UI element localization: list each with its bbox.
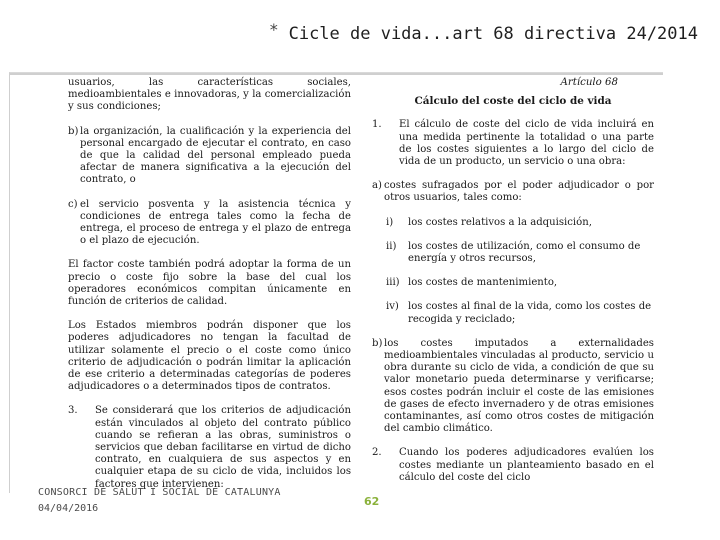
slide-title-text: Cicle de vida...art 68 directiva 24/2014 <box>288 24 698 44</box>
right-sub-iv <box>372 301 654 325</box>
title-bullet: * <box>268 20 279 39</box>
left-para-cost: El factor coste también podrá adoptar la forma de un precio o coste fijo sobre la base del cual los operadores económicos compitan únicamente en función de criterios de calidad. <box>68 259 351 308</box>
right-item-1-label: 1. <box>372 119 382 131</box>
right-sub-iv-text: los costes al final de la vida, como los costes de recogida y reciclado; <box>408 301 652 325</box>
right-sub-i-text: los costes relativos a la adquisición, <box>408 216 592 228</box>
right-sub-iii-text: los costes de mantenimiento, <box>408 277 558 289</box>
left-item-b <box>68 126 351 187</box>
footer-date: 04/04/2016 <box>38 503 99 514</box>
right-item-a-text: costes sufragados por el poder adjudicador o por otros usuarios, tales como: <box>384 180 654 204</box>
right-column <box>372 77 654 484</box>
left-item-c-text: el servicio posventa y la asistencia técnica y condiciones de entrega tales como la fecha de entrega, el proceso de entrega y el plazo de entrega o el plazo de ejecución. <box>80 198 351 247</box>
right-item-1 <box>372 119 654 168</box>
left-item-b-label: b) <box>68 125 79 137</box>
right-item-2 <box>372 447 654 484</box>
right-sub-i <box>372 217 654 229</box>
right-sub-ii-text: los costes de utilización, como el consumo de energía y otros recursos, <box>408 240 641 265</box>
slide-title <box>0 20 720 44</box>
right-sub-ii-label: ii) <box>386 240 397 252</box>
right-item-1-text: El cálculo de coste del ciclo de vida incluirá en una medida pertinente la totalidad o una parte de los costes siguientes a lo largo del ciclo de vida de un producto, un servicio o una obra: <box>399 119 654 168</box>
document-top-border <box>10 73 663 75</box>
article-label: Artículo 68 <box>560 77 618 88</box>
right-item-a <box>372 180 654 204</box>
right-item-2-label: 2. <box>372 447 382 459</box>
left-item-c-label: c) <box>68 198 78 210</box>
right-item-b-text: los costes imputados a externalidades medioambientales vinculadas al producto, servicio u obra durante su ciclo de vida, a condición de que su valor monetario pueda determinarse y verificarse; esos costes podrán incluir el coste de las emisiones de gases de efecto invernadero y de otras emisiones contaminantes, así como otros costes de mitigación del cambio climático. <box>384 337 654 435</box>
article-heading: Cálculo del coste del ciclo de vida <box>414 95 612 108</box>
right-sub-ii <box>372 241 654 265</box>
left-para-states: Los Estados miembros podrán disponer que los poderes adjudicadores no tengan la facultad de utilizar solamente el precio o el coste como único criterio de adjudicación o podrán limitar la aplicación de ese criterio a determinadas categorías de poderes adjudicadores o a determinados tipos de contratos. <box>68 320 351 393</box>
right-item-b <box>372 338 654 436</box>
right-sub-iv-label: iv) <box>386 301 399 313</box>
right-sub-i-label: i) <box>386 216 394 228</box>
left-column <box>68 77 351 493</box>
left-item-b-text: la organización, la cualificación y la experiencia del personal encargado de ejecutar el contrato, en caso de que la calidad del personal empleado pueda afectar de manera significativa a la ejecución del contrato, o <box>80 125 351 186</box>
document-scan <box>9 72 663 493</box>
page-number: 62 <box>364 495 380 508</box>
left-item-3-text: Se considerará que los criterios de adjudicación están vinculados al objeto del contrato público cuando se refieran a las obras, suministros o servicios que deban facilitarse en virtud de dicho contrato, en cualquiera de sus aspectos y en cualquier etapa de su ciclo de vida, incluidos los factores que intervienen: <box>95 405 351 490</box>
left-intro: usuarios, las características sociales, medioambientales e innovadoras, y la comercialización y sus condiciones; <box>68 77 351 113</box>
left-item-3 <box>68 405 351 490</box>
footer-organization: CONSORCI DE SALUT I SOCIAL DE CATALUNYA <box>38 487 281 498</box>
right-item-a-label: a) <box>372 180 382 192</box>
right-sub-iii-label: iii) <box>386 277 400 289</box>
right-sub-iii <box>372 277 654 289</box>
right-item-2-text: Cuando los poderes adjudicadores evalúen los costes mediante un planteamiento basado en el cálculo del coste del ciclo <box>399 447 654 483</box>
right-item-b-label: b) <box>372 337 383 349</box>
left-item-c <box>68 199 351 248</box>
left-item-3-label: 3. <box>68 405 78 417</box>
